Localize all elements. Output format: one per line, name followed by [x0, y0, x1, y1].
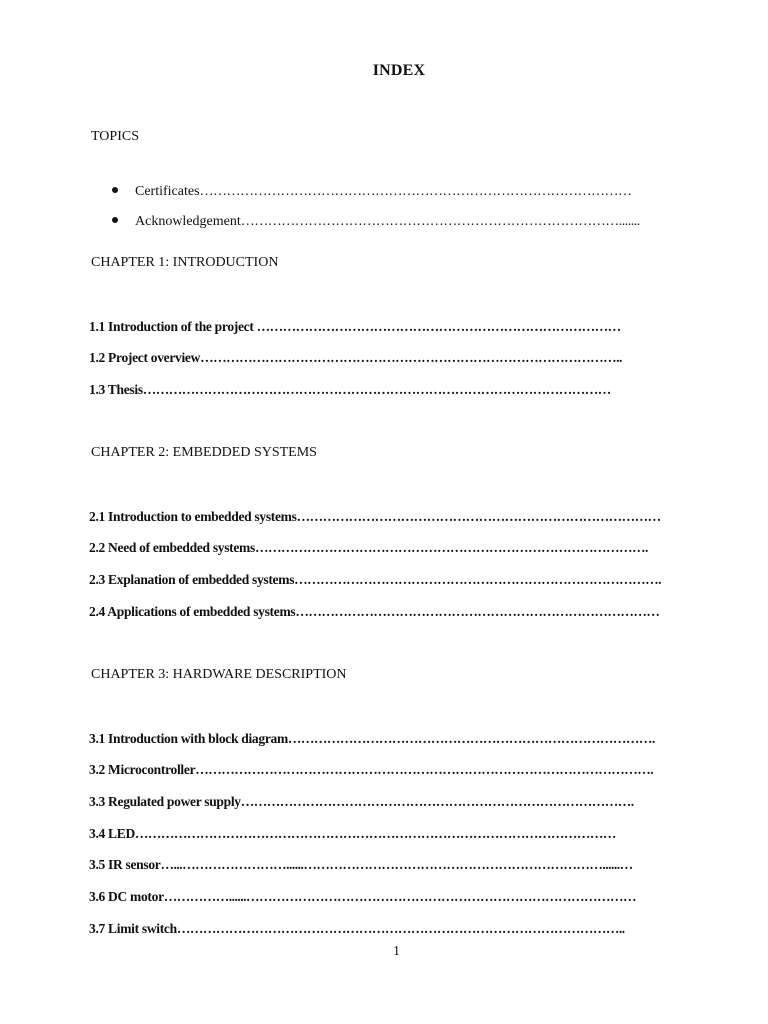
leader-dots: …………………………………………………………………………………….. [200, 350, 622, 365]
toc-entry-3-4 [89, 826, 616, 842]
page-number: 1 [393, 944, 400, 959]
leader-dots: ……………………………………………………………………………………………. [195, 762, 654, 777]
leader-dots: ………………………………………………………………………………. [240, 794, 634, 809]
leader-dots: ………………………………………………………………………………………….. [176, 921, 625, 936]
leader-dots: ………………………………………………………………………… [256, 319, 621, 334]
entry-label: 3.7 Limit switch [89, 921, 177, 936]
entry-label: 1.1 Introduction of the project [89, 319, 257, 334]
entry-label: 2.4 Applications of embedded systems [89, 604, 296, 619]
chapter-heading-1: CHAPTER 1: INTRODUCTION [91, 255, 279, 270]
leader-dots: ………………………………………………………………………………………………… [134, 826, 616, 841]
toc-entry-3-2 [89, 762, 653, 778]
toc-entry-1-2 [89, 350, 622, 366]
toc-entry-1-1 [89, 319, 621, 335]
toc-entry-3-1 [89, 731, 655, 747]
topic-item-certificates [112, 184, 632, 200]
entry-label: 2.3 Explanation of embedded systems [89, 572, 295, 587]
toc-entry-2-3 [89, 572, 661, 588]
chapter-heading-2: CHAPTER 2: EMBEDDED SYSTEMS [91, 445, 317, 460]
leader-dots: …………………………………………………………………………....... [240, 214, 640, 229]
leader-dots: ………………………………………………………………………………. [254, 540, 648, 555]
entry-label: 2.1 Introduction to embedded systems [89, 509, 297, 524]
entry-label: 3.1 Introduction with block diagram [89, 731, 288, 746]
bullet-icon [112, 217, 118, 223]
toc-entry-2-2 [89, 540, 648, 556]
entry-label: 3.3 Regulated power supply [89, 794, 241, 809]
leader-dots: …...……………………......……………………………………………………………......… [160, 857, 633, 872]
toc-entry-3-6 [89, 889, 636, 905]
toc-entry-3-5 [89, 857, 633, 873]
leader-dots: …………………………………………………………………………. [294, 572, 662, 587]
toc-entry-3-3 [89, 794, 634, 810]
page-title: INDEX [372, 62, 426, 79]
bullet-icon [112, 187, 118, 193]
entry-label: 3.5 IR sensor [89, 857, 161, 872]
toc-entry-3-7 [89, 921, 625, 937]
entry-label: 3.4 LED [89, 826, 135, 841]
leader-dots: ……………......……………………………………………………………………………… [163, 889, 637, 904]
leader-dots: ………………………………………………………………………… [296, 509, 661, 524]
entry-label: 2.2 Need of embedded systems [89, 540, 255, 555]
toc-entry-2-1 [89, 509, 661, 525]
entry-label: 3.2 Microcontroller [89, 762, 196, 777]
topic-label: Acknowledgement [135, 214, 241, 229]
leader-dots: ………………………………………………………………………… [295, 604, 660, 619]
topics-heading: TOPICS [91, 129, 139, 144]
entry-label: 3.6 DC motor [89, 889, 164, 904]
topic-item-acknowledgement [112, 214, 640, 230]
toc-entry-2-4 [89, 604, 659, 620]
topic-label: Certificates [135, 184, 200, 199]
chapter-heading-3: CHAPTER 3: HARDWARE DESCRIPTION [91, 667, 347, 682]
toc-entry-1-3 [89, 382, 611, 398]
leader-dots: ……………………………………………………………………………………………… [142, 382, 611, 397]
leader-dots: …………………………………………………………………………. [287, 731, 655, 746]
entry-label: 1.2 Project overview [89, 350, 201, 365]
leader-dots: …………………………………………………………………………………… [199, 184, 632, 199]
entry-label: 1.3 Thesis [89, 382, 143, 397]
